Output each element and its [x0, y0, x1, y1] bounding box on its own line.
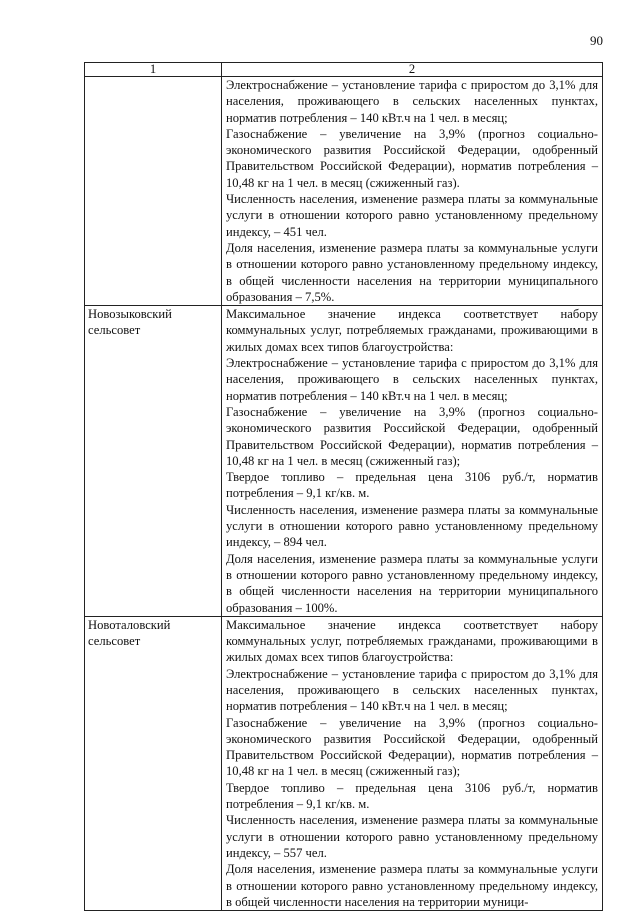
paragraph: Численность населения, изменение размера платы за коммунальные услуги в отношении которого равно установленному предельному индексу, – 557 чел. — [226, 813, 598, 860]
paragraph: Газоснабжение – увеличение на 3,9% (прогноз социально-экономического развития Российской Федерации, одобренный Правительством Российской Федерации), норматив потребления – 10,48 кг на 1 чел. в месяц (сжиженный газ); — [226, 715, 598, 779]
page-number: 90 — [590, 33, 603, 48]
municipality-cell: Новозыковский сельсовет — [85, 306, 222, 617]
paragraph: Численность населения, изменение размера платы за коммунальные услуги в отношении которого равно установленному предельному индексу, – 451 чел. — [226, 192, 598, 239]
description-cell — [222, 77, 603, 306]
indices-table — [84, 62, 603, 911]
table-row — [85, 306, 603, 617]
table-header-row — [85, 63, 603, 77]
column-header-1: 1 — [85, 63, 222, 77]
municipality-cell: Новоталовский сельсовет — [85, 616, 222, 910]
table-row — [85, 616, 603, 910]
municipality-cell — [85, 77, 222, 306]
paragraph: Твердое топливо – предельная цена 3106 руб./т, норматив потребления – 9,1 кг/кв. м. — [226, 470, 598, 501]
paragraph: Электроснабжение – установление тарифа с приростом до 3,1% для населения, проживающего в сельских населенных пунктах, норматив потребления – 140 кВт.ч на 1 чел. в месяц; — [226, 356, 598, 403]
paragraph: Доля населения, изменение размера платы за коммунальные услуги в отношении которого равно установленному предельному индексу, в общей численности населения на территории муниципального образования – 7,5%. — [226, 240, 598, 304]
paragraph: Электроснабжение – установление тарифа с приростом до 3,1% для населения, проживающего в сельских населенных пунктах, норматив потребления – 140 кВт.ч на 1 чел. в месяц; — [226, 78, 598, 125]
table-row — [85, 77, 603, 306]
paragraph: Численность населения, изменение размера платы за коммунальные услуги в отношении которого равно установленному предельному индексу, – 894 чел. — [226, 502, 598, 550]
paragraph: Доля населения, изменение размера платы за коммунальные услуги в отношении которого равно установленному предельному индексу, в общей численности населения на территории муниципального образования – 100%. — [226, 551, 598, 615]
paragraph: Максимальное значение индекса соответствует набору коммунальных услуг, потребляемых гражданами, проживающими в жилых домах всех типов благоустройства: — [226, 617, 598, 665]
paragraph: Газоснабжение – увеличение на 3,9% (прогноз социально-экономического развития Российской Федерации, одобренный Правительством Российской Федерации), норматив потребления – 10,48 кг на 1 чел. в месяц (сжиженный газ); — [226, 404, 598, 468]
paragraph: Газоснабжение – увеличение на 3,9% (прогноз социально-экономического развития Российской Федерации, одобренный Правительством Российской Федерации), норматив потребления – 10,48 кг на 1 чел. в месяц (сжиженный газ). — [226, 126, 598, 190]
description-cell — [222, 616, 603, 910]
description-cell — [222, 306, 603, 617]
paragraph: Электроснабжение – установление тарифа с приростом до 3,1% для населения, проживающего в сельских населенных пунктах, норматив потребления – 140 кВт.ч на 1 чел. в месяц; — [226, 666, 598, 714]
paragraph: Твердое топливо – предельная цена 3106 руб./т, норматив потребления – 9,1 кг/кв. м. — [226, 780, 598, 812]
paragraph: Максимальное значение индекса соответствует набору коммунальных услуг, потребляемых гражданами, проживающими в жилых домах всех типов благоустройства: — [226, 307, 598, 354]
paragraph: Доля населения, изменение размера платы за коммунальные услуги в отношении которого равно установленному предельному индексу, в общей численности населения на территории муници- — [226, 862, 598, 909]
column-header-2: 2 — [222, 63, 603, 77]
